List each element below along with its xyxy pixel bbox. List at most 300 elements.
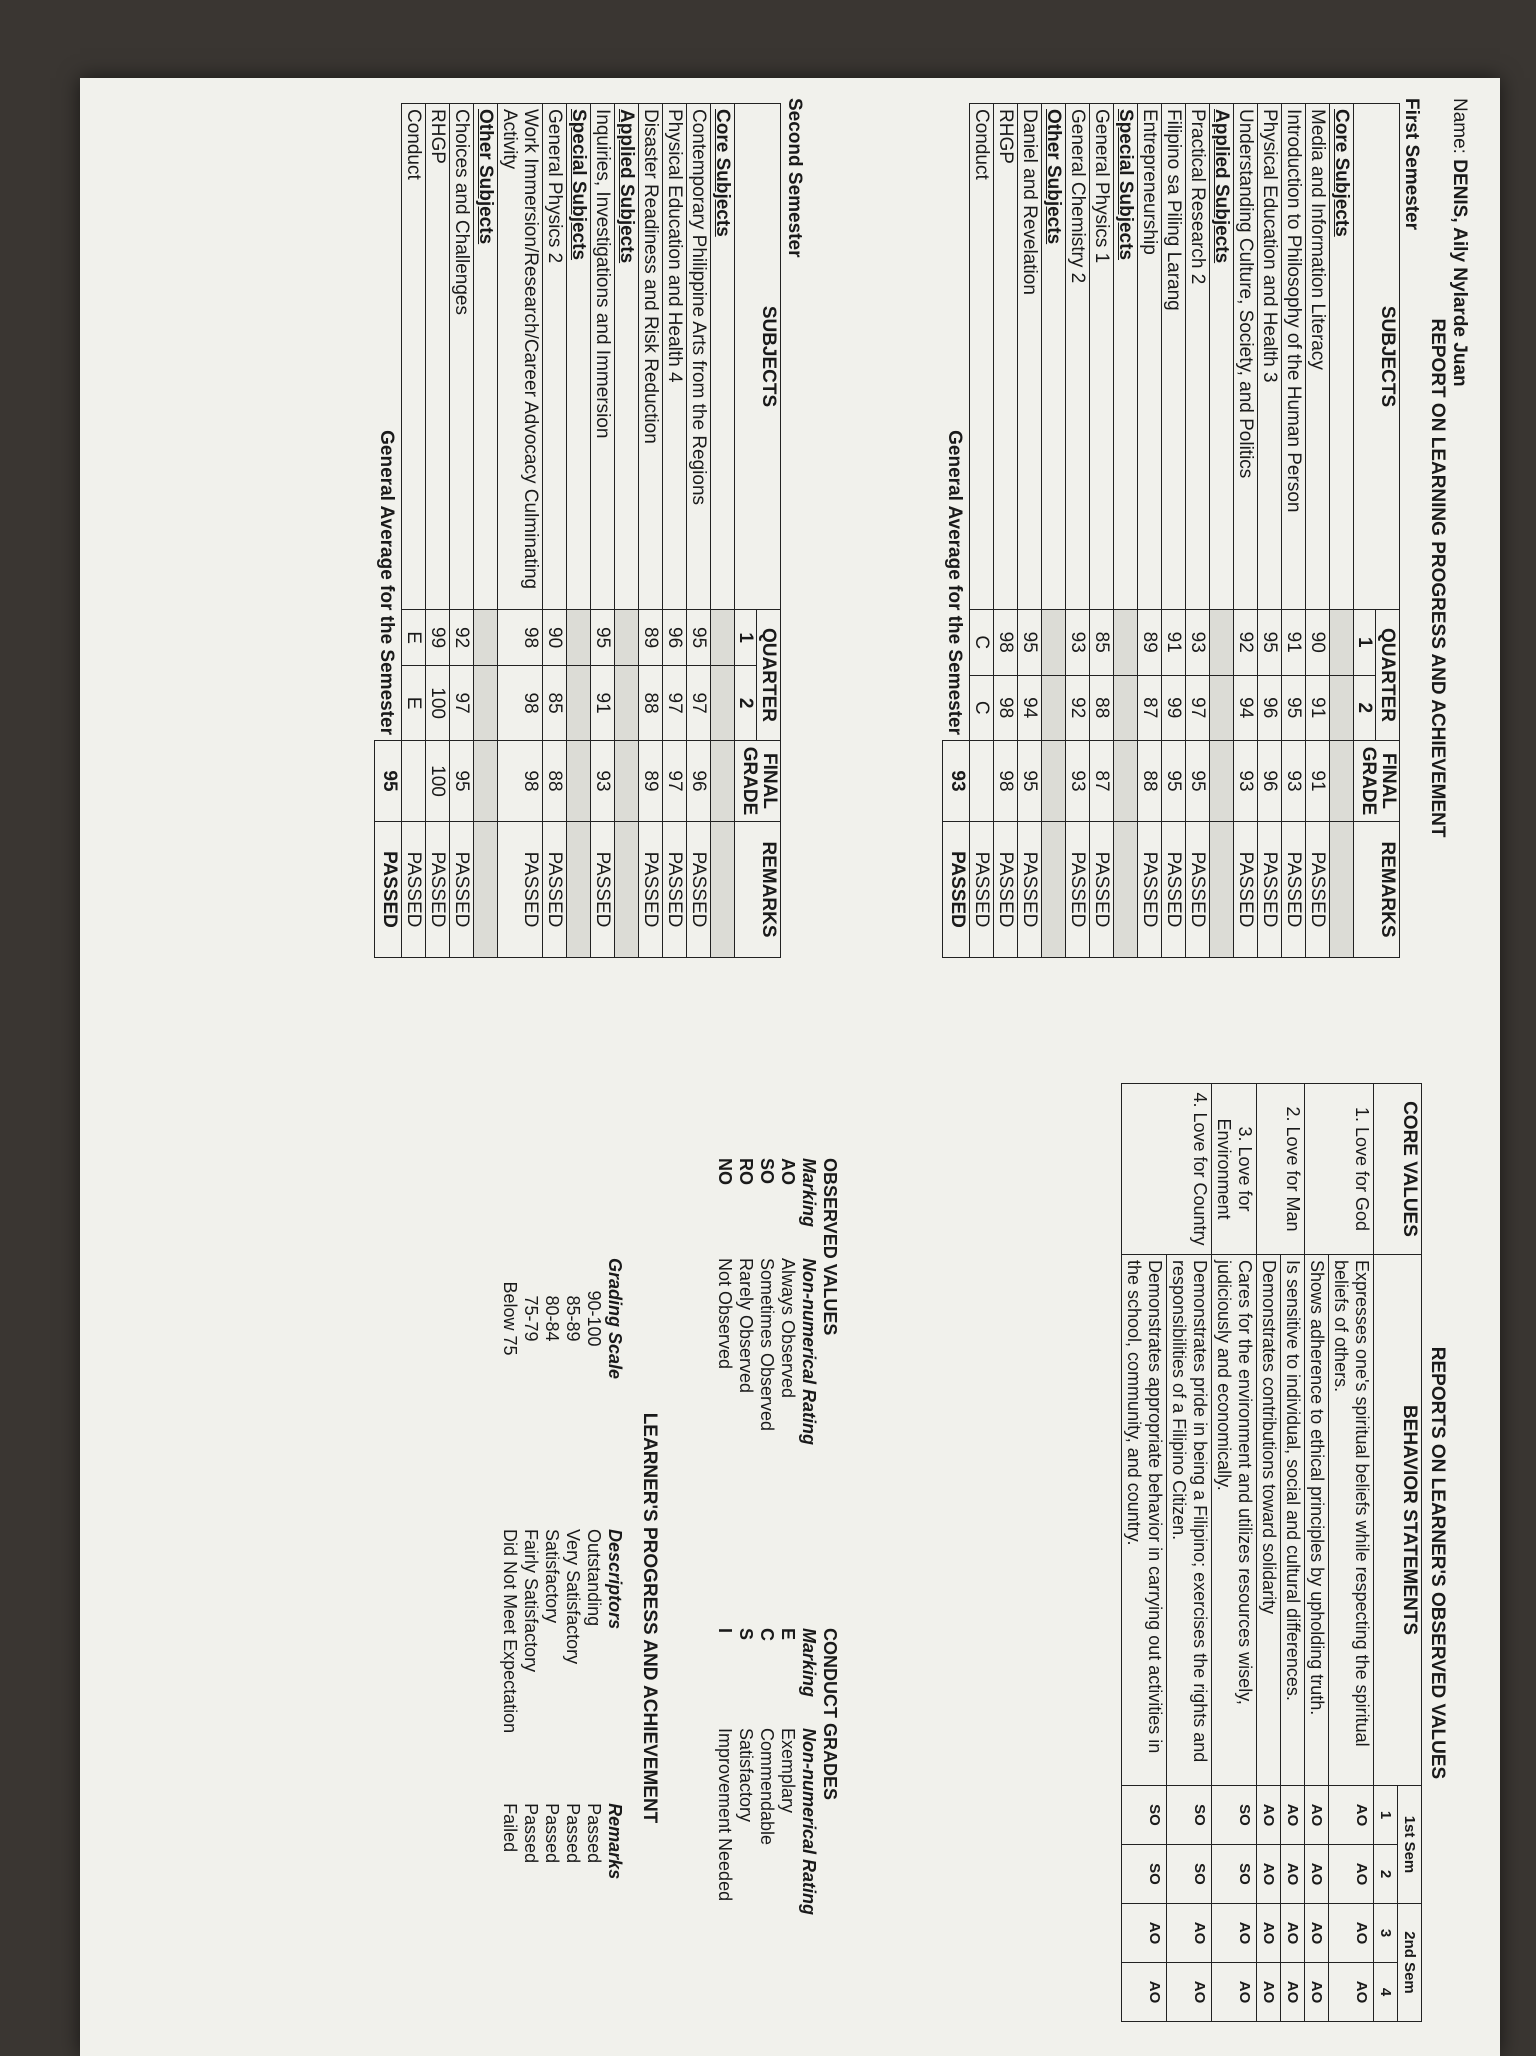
remarks: PASSED xyxy=(498,822,543,958)
behavior-row xyxy=(1167,1084,1212,2022)
quarter-1-grade: 95 xyxy=(1018,610,1042,676)
remarks: PASSED xyxy=(591,822,615,958)
final-grade: 91 xyxy=(1306,741,1330,822)
empty-cell xyxy=(567,741,591,822)
section-row xyxy=(474,104,498,958)
empty-cell xyxy=(711,666,735,741)
subject-name: RHGP xyxy=(426,104,450,610)
behavior-statements-header: BEHAVIOR STATEMENTS xyxy=(1374,1255,1422,1786)
legend-rating: Satisfactory xyxy=(736,1728,756,1823)
subject-name: Choices and Challenges xyxy=(450,104,474,610)
quarter-1-grade: 95 xyxy=(591,610,615,666)
final-grade xyxy=(402,741,426,822)
final-grade: 97 xyxy=(663,741,687,822)
conduct-legend-col-rating: Non-numerical Rating xyxy=(799,1728,819,1916)
subject-row xyxy=(591,104,615,958)
quarter-1-grade: 96 xyxy=(663,610,687,666)
subject-name: Entrepreneurship xyxy=(1138,104,1162,610)
header-row xyxy=(757,104,781,958)
final-grade: 93 xyxy=(1066,741,1090,822)
quarter-2-grade: 97 xyxy=(450,666,474,741)
subject-name: Physical Education and Health 3 xyxy=(1258,104,1282,610)
empty-cell xyxy=(1114,822,1138,958)
legend-mark: NO xyxy=(715,1158,735,1185)
quarter-2-header: 2 xyxy=(1354,675,1376,741)
empty-cell xyxy=(474,822,498,958)
quarter-1-grade: 91 xyxy=(1162,610,1186,676)
quarter-2-grade: 92 xyxy=(1066,675,1090,741)
remarks: PASSED xyxy=(1306,822,1330,958)
legend-rating: Improvement Needed xyxy=(715,1728,735,1902)
remarks: PASSED xyxy=(1234,822,1258,958)
quarter-4-mark: AO xyxy=(1212,1963,1257,2022)
empty-cell xyxy=(1330,675,1354,741)
empty-cell xyxy=(1042,610,1066,676)
quarter-1-mark: SO xyxy=(1167,1786,1212,1845)
final-grade: 98 xyxy=(994,741,1018,822)
quarter-1-grade: 98 xyxy=(994,610,1018,676)
quarter-4-mark: AO xyxy=(1167,1963,1212,2022)
subject-row xyxy=(1258,104,1282,958)
descriptors-label: Descriptors xyxy=(605,1529,625,1630)
quarter-1-mark: AO xyxy=(1257,1786,1281,1845)
behavior-statement: Is sensitive to individual, social and cultural differences. xyxy=(1281,1255,1305,1786)
quarter-1-grade: 99 xyxy=(426,610,450,666)
quarter-2-grade: 96 xyxy=(1258,675,1282,741)
grading-descriptor: Outstanding xyxy=(584,1529,604,1627)
legend-rating: Not Observed xyxy=(715,1258,735,1370)
name-line xyxy=(1448,98,1470,1038)
first-semester-table xyxy=(943,103,1401,958)
quarter-1-header: 1 xyxy=(1354,610,1376,676)
quarter-header: QUARTER xyxy=(1376,610,1400,741)
quarter-1-header: 1 xyxy=(735,610,757,666)
report-title: REPORT ON LEARNING PROGRESS AND ACHIEVEMENT xyxy=(1427,318,1448,838)
observed-values-legend xyxy=(714,1158,840,1658)
quarter-1-grade: C xyxy=(970,610,994,676)
general-average-label: General Average for the Semester xyxy=(376,430,397,735)
empty-cell xyxy=(711,610,735,666)
empty-cell xyxy=(711,822,735,958)
second-semester-table xyxy=(375,103,782,958)
subject-name: Conduct xyxy=(970,104,994,610)
subject-row xyxy=(1162,104,1186,958)
empty-cell xyxy=(1210,610,1234,676)
grading-remark: Passed xyxy=(563,1803,583,1864)
empty-cell xyxy=(1330,741,1354,822)
conduct-legend-col-marking: Marking xyxy=(799,1628,819,1698)
subject-name: Media and Information Literacy xyxy=(1306,104,1330,610)
quarter-2-grade: 87 xyxy=(1138,675,1162,741)
section-title: Special Subjects xyxy=(567,104,591,610)
subject-row xyxy=(450,104,474,958)
empty-cell xyxy=(711,741,735,822)
quarter-4-mark: AO xyxy=(1281,1963,1305,2022)
subject-name: Daniel and Revelation xyxy=(1018,104,1042,610)
grading-descriptor: Very Satisfactory xyxy=(563,1529,583,1665)
section-title: Other Subjects xyxy=(1042,104,1066,610)
grading-title: LEARNER'S PROGRESS AND ACHIEVEMENT xyxy=(639,1412,660,1824)
quarter-1-grade: 93 xyxy=(1186,610,1210,676)
second-sem-header: 2nd Sem xyxy=(1398,1904,1422,2022)
quarter-2-grade: C xyxy=(970,675,994,741)
subject-name: General Chemistry 2 xyxy=(1066,104,1090,610)
quarter-1-header: 1 xyxy=(1374,1786,1398,1845)
quarter-2-grade: 91 xyxy=(1306,675,1330,741)
quarter-2-mark: AO xyxy=(1329,1845,1374,1904)
final-grade: 95 xyxy=(1018,741,1042,822)
quarter-1-grade: 90 xyxy=(543,610,567,666)
final-grade: 95 xyxy=(450,741,474,822)
empty-cell xyxy=(474,741,498,822)
subject-row xyxy=(498,104,543,958)
remarks: PASSED xyxy=(639,822,663,958)
subject-name: RHGP xyxy=(994,104,1018,610)
quarter-4-mark: AO xyxy=(1257,1963,1281,2022)
general-average-row xyxy=(943,104,970,958)
legend-row xyxy=(756,1158,777,1658)
behavior-statement: Expresses one's spiritual beliefs while respecting the spiritual beliefs of others. xyxy=(1329,1255,1374,1786)
remarks: PASSED xyxy=(970,822,994,958)
subject-row xyxy=(543,104,567,958)
general-average-row xyxy=(375,104,402,958)
subject-name: Disaster Readiness and Risk Reduction xyxy=(639,104,663,610)
subject-row xyxy=(970,104,994,958)
subject-row xyxy=(1282,104,1306,958)
core-value-name: 1. Love for God xyxy=(1305,1084,1374,1255)
report-card-paper xyxy=(80,78,1500,2056)
quarter-1-grade: 93 xyxy=(1066,610,1090,676)
final-grade: 93 xyxy=(591,741,615,822)
quarter-2-grade: 91 xyxy=(591,666,615,741)
core-values-header: CORE VALUES xyxy=(1374,1084,1422,1255)
empty-cell xyxy=(615,666,639,741)
grading-descriptor: Satisfactory xyxy=(542,1529,562,1624)
quarter-2-grade: 97 xyxy=(663,666,687,741)
remarks: PASSED xyxy=(1138,822,1162,958)
quarter-2-grade: 99 xyxy=(1162,675,1186,741)
observed-legend-col-marking: Marking xyxy=(799,1158,819,1228)
legend-rating: Commendable xyxy=(757,1728,777,1846)
final-grade: 88 xyxy=(1138,741,1162,822)
subject-name: Filipino sa Piling Larang xyxy=(1162,104,1186,610)
quarter-1-mark: AO xyxy=(1329,1786,1374,1845)
core-value-name: 4. Love for Country xyxy=(1122,1084,1212,1255)
general-average-remarks: PASSED xyxy=(943,822,970,958)
quarter-2-grade: 88 xyxy=(1090,675,1114,741)
section-title: Core Subjects xyxy=(1330,104,1354,610)
remarks: PASSED xyxy=(1282,822,1306,958)
final-grade: 93 xyxy=(1234,741,1258,822)
quarter-1-mark: SO xyxy=(1212,1786,1257,1845)
legend-mark: AO xyxy=(778,1158,798,1185)
subject-name: Conduct xyxy=(402,104,426,610)
empty-cell xyxy=(1114,610,1138,676)
quarter-2-grade: 94 xyxy=(1234,675,1258,741)
subject-name: Introduction to Philosophy of the Human Person xyxy=(1282,104,1306,610)
subject-name: Understanding Culture, Society, and Politics xyxy=(1234,104,1258,610)
observed-values-title: REPORTS ON LEARNER'S OBSERVED VALUES xyxy=(1427,1346,1448,1780)
quarter-1-grade: 95 xyxy=(1258,610,1282,676)
legend-rating: Exemplary xyxy=(778,1728,798,1814)
empty-cell xyxy=(567,822,591,958)
quarter-2-mark: SO xyxy=(1167,1845,1212,1904)
quarter-3-mark: AO xyxy=(1305,1904,1329,1963)
quarter-2-grade: 88 xyxy=(639,666,663,741)
legend-mark: E xyxy=(778,1628,798,1641)
subject-row xyxy=(1066,104,1090,958)
final-grade: 96 xyxy=(1258,741,1282,822)
empty-cell xyxy=(1330,610,1354,676)
quarter-2-mark: AO xyxy=(1257,1845,1281,1904)
name-label: Name: xyxy=(1449,98,1470,154)
quarter-2-mark: SO xyxy=(1212,1845,1257,1904)
subject-row xyxy=(1090,104,1114,958)
observed-legend-col-rating: Non-numerical Rating xyxy=(799,1258,819,1446)
learner-name: DENIS, Aily Nylarde Juan xyxy=(1449,159,1470,387)
quarter-3-mark: AO xyxy=(1281,1904,1305,1963)
final-grade: 89 xyxy=(639,741,663,822)
quarter-2-grade: E xyxy=(402,666,426,741)
grading-scale-label: Grading Scale xyxy=(605,1258,625,1380)
legend-mark: RO xyxy=(736,1158,756,1185)
quarter-3-mark: AO xyxy=(1122,1904,1167,1963)
quarter-3-mark: AO xyxy=(1329,1904,1374,1963)
grading-scale xyxy=(499,1258,625,1949)
quarter-1-grade: 90 xyxy=(1306,610,1330,676)
empty-cell xyxy=(474,610,498,666)
empty-cell xyxy=(1042,741,1066,822)
conduct-grades-legend xyxy=(714,1628,840,2048)
quarter-header: QUARTER xyxy=(757,610,781,741)
final-grade: 100 xyxy=(426,741,450,822)
subject-row xyxy=(1234,104,1258,958)
subject-row xyxy=(1018,104,1042,958)
quarter-2-mark: AO xyxy=(1305,1845,1329,1904)
remarks: PASSED xyxy=(450,822,474,958)
section-row xyxy=(615,104,639,958)
quarter-1-grade: 98 xyxy=(498,610,543,666)
quarter-2-grade: 98 xyxy=(498,666,543,741)
empty-cell xyxy=(1210,675,1234,741)
quarter-2-grade: 100 xyxy=(426,666,450,741)
empty-cell xyxy=(615,822,639,958)
subject-row xyxy=(1138,104,1162,958)
quarter-1-grade: 92 xyxy=(450,610,474,666)
core-value-name: 2. Love for Man xyxy=(1257,1084,1305,1255)
quarter-2-header: 2 xyxy=(735,666,757,741)
behavior-row xyxy=(1212,1084,1257,2022)
quarter-2-grade: 98 xyxy=(994,675,1018,741)
grading-remark: Passed xyxy=(521,1803,541,1864)
remarks: PASSED xyxy=(994,822,1018,958)
quarter-1-grade: 95 xyxy=(687,610,711,666)
conduct-legend-title: CONDUCT GRADES xyxy=(820,1628,840,1801)
final-grade: 95 xyxy=(1186,741,1210,822)
legend-mark: C xyxy=(757,1628,777,1641)
general-average-label: General Average for the Semester xyxy=(944,430,965,735)
subject-row xyxy=(639,104,663,958)
behavior-statement: Shows adherence to ethical principles by upholding truth. xyxy=(1305,1255,1329,1786)
subject-row xyxy=(663,104,687,958)
empty-cell xyxy=(1042,822,1066,958)
legend-row xyxy=(714,1628,735,2048)
section-row xyxy=(1330,104,1354,958)
empty-cell xyxy=(1042,675,1066,741)
remarks: PASSED xyxy=(1066,822,1090,958)
grading-scale-range: Below 75 xyxy=(500,1281,520,1356)
first-sem-header: 1st Sem xyxy=(1398,1786,1422,1904)
grading-scale-range: 80-84 xyxy=(542,1295,562,1342)
observed-legend-title: OBSERVED VALUES xyxy=(820,1158,840,1336)
grading-scale-range: 90-100 xyxy=(584,1290,604,1347)
section-row xyxy=(1114,104,1138,958)
final-grade: 98 xyxy=(498,741,543,822)
subject-name: Contemporary Philippine Arts from the Regions xyxy=(687,104,711,610)
empty-cell xyxy=(1210,822,1234,958)
legend-row xyxy=(735,1158,756,1658)
final-grade: 88 xyxy=(543,741,567,822)
empty-cell xyxy=(615,741,639,822)
quarter-2-mark: SO xyxy=(1122,1845,1167,1904)
section-title: Other Subjects xyxy=(474,104,498,610)
subjects-header: SUBJECTS xyxy=(735,104,781,610)
section-row xyxy=(711,104,735,958)
legend-rating: Sometimes Observed xyxy=(757,1258,777,1432)
subject-row xyxy=(1186,104,1210,958)
legend-rating: Rarely Observed xyxy=(736,1258,756,1394)
subject-row xyxy=(402,104,426,958)
quarter-2-grade: 97 xyxy=(1186,675,1210,741)
behavior-statement: Demonstrates appropriate behavior in carrying out activities in the school, community, and country. xyxy=(1122,1255,1167,1786)
legend-row xyxy=(756,1628,777,2048)
general-average-remarks: PASSED xyxy=(375,822,402,958)
subject-row xyxy=(994,104,1018,958)
final-grade: 96 xyxy=(687,741,711,822)
core-values-table xyxy=(1121,1083,1422,2022)
quarter-3-mark: AO xyxy=(1257,1904,1281,1963)
remarks-header: REMARKS xyxy=(1354,822,1400,958)
subject-name: General Physics 1 xyxy=(1090,104,1114,610)
final-grade: 87 xyxy=(1090,741,1114,822)
quarter-1-grade: 91 xyxy=(1282,610,1306,676)
behavior-row xyxy=(1329,1084,1374,2022)
remarks-label: Remarks xyxy=(605,1803,625,1880)
subject-row xyxy=(1306,104,1330,958)
subject-row xyxy=(687,104,711,958)
remarks: PASSED xyxy=(663,822,687,958)
grading-scale-range: 85-89 xyxy=(563,1295,583,1342)
final-grade: 93 xyxy=(1282,741,1306,822)
subject-row xyxy=(426,104,450,958)
final-grade: 95 xyxy=(1162,741,1186,822)
remarks: PASSED xyxy=(1090,822,1114,958)
empty-cell xyxy=(615,610,639,666)
quarter-2-grade: 94 xyxy=(1018,675,1042,741)
legend-mark: I xyxy=(715,1628,735,1634)
general-average-value: 93 xyxy=(943,741,970,822)
remarks: PASSED xyxy=(543,822,567,958)
quarter-1-mark: SO xyxy=(1122,1786,1167,1845)
section-title: Applied Subjects xyxy=(1210,104,1234,610)
section-title: Core Subjects xyxy=(711,104,735,610)
behavior-row xyxy=(1281,1084,1305,2022)
quarter-1-grade: E xyxy=(402,610,426,666)
legend-row xyxy=(777,1628,798,2048)
quarter-1-grade: 89 xyxy=(639,610,663,666)
remarks: PASSED xyxy=(1186,822,1210,958)
behavior-statement: Demonstrates contributions toward solidarity xyxy=(1257,1255,1281,1786)
quarter-1-mark: AO xyxy=(1281,1786,1305,1845)
remarks: PASSED xyxy=(1258,822,1282,958)
legend-rating: Always Observed xyxy=(778,1258,798,1399)
empty-cell xyxy=(567,666,591,741)
general-average-value: 95 xyxy=(375,741,402,822)
empty-cell xyxy=(474,666,498,741)
section-row xyxy=(1042,104,1066,958)
subject-name: Physical Education and Health 4 xyxy=(663,104,687,610)
quarter-1-grade: 85 xyxy=(1090,610,1114,676)
remarks-header: REMARKS xyxy=(735,822,781,958)
quarter-1-mark: AO xyxy=(1305,1786,1329,1845)
remarks: PASSED xyxy=(402,822,426,958)
quarter-1-grade: 89 xyxy=(1138,610,1162,676)
quarter-2-grade: 97 xyxy=(687,666,711,741)
legend-mark: S xyxy=(736,1628,756,1641)
quarter-3-mark: AO xyxy=(1212,1904,1257,1963)
grading-remark: Passed xyxy=(584,1803,604,1864)
final-grade xyxy=(970,741,994,822)
quarter-2-mark: AO xyxy=(1281,1845,1305,1904)
quarter-3-header: 3 xyxy=(1374,1904,1398,1963)
quarter-2-grade: 95 xyxy=(1282,675,1306,741)
subject-name: Inquiries, Investigations and Immersion xyxy=(591,104,615,610)
empty-cell xyxy=(1330,822,1354,958)
quarter-4-mark: AO xyxy=(1122,1963,1167,2022)
section-row xyxy=(1210,104,1234,958)
remarks: PASSED xyxy=(687,822,711,958)
legend-mark: SO xyxy=(757,1158,777,1185)
quarter-2-header: 2 xyxy=(1374,1845,1398,1904)
grading-remark: Failed xyxy=(500,1803,520,1853)
grading-remark: Passed xyxy=(542,1803,562,1864)
grading-scale-range: 75-79 xyxy=(521,1295,541,1342)
remarks: PASSED xyxy=(426,822,450,958)
quarter-1-grade: 92 xyxy=(1234,610,1258,676)
quarter-2-grade: 85 xyxy=(543,666,567,741)
remarks: PASSED xyxy=(1162,822,1186,958)
quarter-4-mark: AO xyxy=(1329,1963,1374,2022)
header-row xyxy=(1376,104,1400,958)
subject-name: Work Immersion/Research/Career Advocacy Culminating Activity xyxy=(498,104,543,610)
section-row xyxy=(567,104,591,958)
quarter-4-header: 4 xyxy=(1374,1963,1398,2022)
grading-descriptor: Did Not Meet Expectation xyxy=(500,1529,520,1734)
first-semester-label: First Semester xyxy=(1401,98,1422,231)
second-semester-label: Second Semester xyxy=(784,98,805,258)
behavior-statement: Cares for the environment and utilizes resources wisely, judiciously and economically. xyxy=(1212,1255,1257,1786)
rotated-page-content xyxy=(80,78,1500,2056)
section-title: Special Subjects xyxy=(1114,104,1138,610)
legend-row xyxy=(735,1628,756,2048)
subject-name: General Physics 2 xyxy=(543,104,567,610)
core-values-header-row xyxy=(1398,1084,1422,2022)
core-value-name: 3. Love for Environment xyxy=(1212,1084,1257,1255)
quarter-3-mark: AO xyxy=(1167,1904,1212,1963)
behavior-statement: Demonstrates pride in being a Filipino; exercises the rights and responsibilities of a Filipino Citizen. xyxy=(1167,1255,1212,1786)
section-title: Applied Subjects xyxy=(615,104,639,610)
empty-cell xyxy=(1114,675,1138,741)
